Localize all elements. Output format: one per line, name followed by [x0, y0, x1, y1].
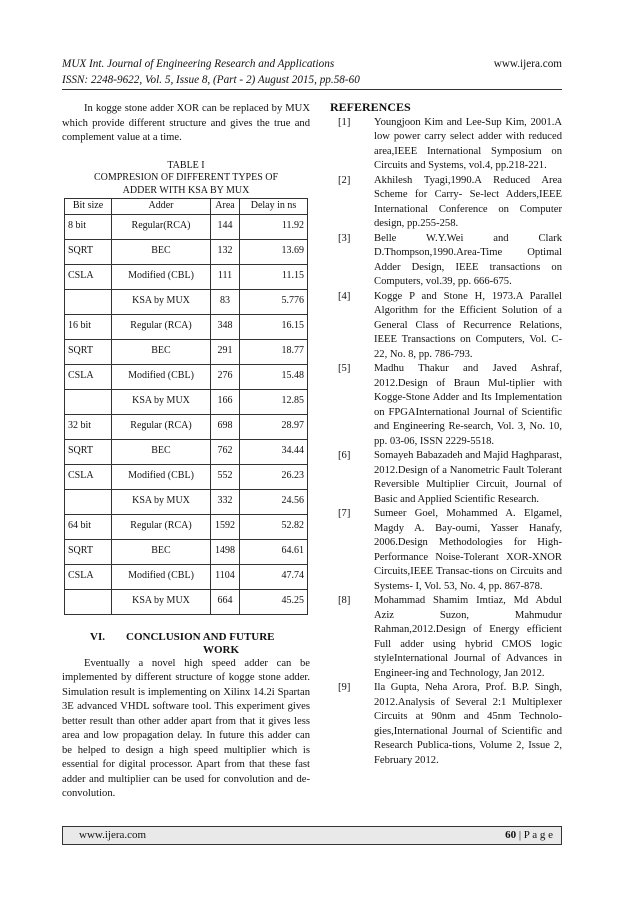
reference-number: [2]	[338, 174, 351, 186]
references-heading: REFERENCES	[330, 100, 411, 114]
cell-area: 664	[211, 589, 240, 614]
page-number-value: 60	[505, 829, 517, 841]
cell-area: 132	[211, 239, 240, 264]
page-number	[505, 827, 553, 844]
cell-bit-size	[65, 289, 112, 314]
table-row	[65, 314, 308, 339]
cell-delay: 34.44	[240, 439, 308, 464]
cell-delay: 28.97	[240, 414, 308, 439]
cell-area: 348	[211, 314, 240, 339]
table-row	[65, 414, 308, 439]
cell-bit-size: CSLA	[65, 564, 112, 589]
reference-text: Sumeer Goel, Mohammed A. Elgamel, Magdy A. Bay-oumi, Yasser Hanafy, 2006.Design Methodologies for High-Performance Noise-Tolerant XOR-XNOR Circuits,IEEE Transac-tions on Circuits and Systems- I, Vol. 53, No. 4, pp. 867-878.	[374, 508, 562, 592]
cell-area: 166	[211, 389, 240, 414]
cell-bit-size: 8 bit	[65, 214, 112, 239]
section-title-line1: CONCLUSION AND FUTURE	[126, 630, 275, 643]
header-site-link[interactable]: www.ijera.com	[493, 58, 562, 70]
cell-delay: 18.77	[240, 339, 308, 364]
reference-text: Kogge P and Stone H, 1973.A Parallel Algorithm for the Efficient Solution of a General Class of Recurrence Relations, IEEE Transactions on Computers, Vol. C-22, No. 8, pp. 786-793.	[374, 290, 562, 360]
table-row	[65, 239, 308, 264]
cell-bit-size: CSLA	[65, 364, 112, 389]
cell-adder: KSA by MUX	[112, 589, 211, 614]
table-row	[65, 514, 308, 539]
cell-adder: Regular (RCA)	[112, 514, 211, 539]
table-row	[65, 464, 308, 489]
cell-adder: BEC	[112, 339, 211, 364]
cell-bit-size: 32 bit	[65, 414, 112, 439]
reference-text: Akhilesh Tyagi,1990.A Reduced Area Scheme for Carry- Se-lect Adders,IEEE International Conference on Computer design, pp.255-258.	[374, 174, 562, 229]
cell-delay: 12.85	[240, 389, 308, 414]
cell-area: 332	[211, 489, 240, 514]
cell-area: 762	[211, 439, 240, 464]
cell-delay: 64.61	[240, 539, 308, 564]
table-row	[65, 439, 308, 464]
cell-delay: 13.69	[240, 239, 308, 264]
table-title-line1: COMPRESION OF DIFFERENT TYPES OF	[93, 172, 279, 183]
reference-number: [5]	[338, 363, 351, 374]
page-label: | P a g e	[516, 829, 553, 841]
table-row	[65, 264, 308, 289]
cell-area: 1498	[211, 539, 240, 564]
table-row	[65, 289, 308, 314]
cell-delay: 45.25	[240, 589, 308, 614]
reference-item	[330, 290, 562, 363]
header-bit-size: Bit size	[65, 199, 112, 215]
section-heading	[62, 631, 310, 657]
table-row	[65, 489, 308, 514]
right-column	[330, 100, 562, 768]
page-footer	[62, 826, 562, 845]
cell-adder: Modified (CBL)	[112, 264, 211, 289]
cell-adder: BEC	[112, 239, 211, 264]
cell-adder: Modified (CBL)	[112, 564, 211, 589]
cell-delay: 11.92	[240, 214, 308, 239]
reference-item	[330, 681, 562, 768]
reference-text: Belle W.Y.Wei and Clark D.Thompson,1990.Area-Time Optimal Adder Design, IEEE transactions on Computers, vol.39, pp. 666-675.	[374, 232, 562, 287]
cell-bit-size	[65, 489, 112, 514]
table-row	[65, 214, 308, 239]
table-row	[65, 339, 308, 364]
reference-text: Ila Gupta, Neha Arora, Prof. B.P. Singh, 2012.Analysis of Several 2:1 Multiplexer Circuits at 90nm and 45nm Technolo-gies,International Journal of Scientific and Research Publica-tions, Volume 2, Issue 2, February 2012.	[374, 682, 562, 766]
reference-number: [9]	[338, 682, 351, 693]
reference-item	[330, 116, 562, 174]
table-row	[65, 364, 308, 389]
reference-text: Youngjoon Kim and Lee-Sup Kim, 2001.A low power carry select adder with reduced area,IEEE International Symposium on Circuits and Systems, vol.4, pp.218-221.	[374, 116, 562, 171]
reference-number: [3]	[338, 232, 351, 244]
cell-bit-size	[65, 589, 112, 614]
cell-area: 111	[211, 264, 240, 289]
comparison-table	[64, 198, 308, 615]
reference-text: Madhu Thakur and Javed Ashraf, 2012.Design of Braun Mul-tiplier with Kogge-Stone Adder and Its Implementation on FPGAInternational Journal of Scientific and Engineering Re-search, Vol. 3, No. 10, pp. 03-06, ISSN 2229-5518.	[374, 363, 562, 447]
table-title-line2: ADDER WITH KSA BY MUX	[122, 184, 250, 196]
cell-adder: KSA by MUX	[112, 289, 211, 314]
cell-adder: Regular(RCA)	[112, 214, 211, 239]
reference-item	[330, 362, 562, 449]
cell-delay: 16.15	[240, 314, 308, 339]
reference-number: [7]	[338, 508, 351, 519]
cell-delay: 52.82	[240, 514, 308, 539]
section-title-line2: WORK	[202, 643, 240, 656]
cell-delay: 26.23	[240, 464, 308, 489]
cell-bit-size: CSLA	[65, 264, 112, 289]
reference-item	[330, 594, 562, 681]
cell-bit-size: SQRT	[65, 239, 112, 264]
issn-line: ISSN: 2248-9622, Vol. 5, Issue 8, (Part - 2) August 2015, pp.58-60	[62, 74, 360, 86]
cell-delay: 5.776	[240, 289, 308, 314]
reference-item	[330, 232, 562, 290]
header-area: Area	[211, 199, 240, 215]
cell-adder: Modified (CBL)	[112, 364, 211, 389]
reference-number: [1]	[338, 116, 351, 128]
cell-adder: BEC	[112, 539, 211, 564]
conclusion-paragraph: Eventually a novel high speed adder can be implemented by different structure of kogge stone adder. Simulation result is implementing on Xilinx 14.2i Spartan 3E advanced VHDL software tool. This experiment gives better result than other adder apart from that it gives less area and low propagation delay. In future this adder can be helped to design a high speed multiplier which is essential for digital processor. Apart from that these fast adder and multiplier can be used for convolution and de-convolution.	[62, 657, 310, 799]
page-header	[62, 56, 562, 88]
header-delay: Delay in ns	[240, 199, 308, 215]
cell-adder: KSA by MUX	[112, 389, 211, 414]
cell-area: 291	[211, 339, 240, 364]
reference-item	[330, 507, 562, 594]
reference-item	[330, 174, 562, 232]
cell-bit-size: 16 bit	[65, 314, 112, 339]
cell-delay: 11.15	[240, 264, 308, 289]
left-column	[62, 102, 310, 802]
cell-area: 144	[211, 214, 240, 239]
cell-area: 1104	[211, 564, 240, 589]
cell-adder: Regular (RCA)	[112, 314, 211, 339]
cell-bit-size: SQRT	[65, 339, 112, 364]
table-header-row	[65, 199, 308, 215]
intro-paragraph: In kogge stone adder XOR can be replaced by MUX which provide different structure and gives the true and complement value at a time.	[62, 103, 310, 143]
header-divider	[62, 89, 562, 90]
cell-bit-size: 64 bit	[65, 514, 112, 539]
cell-delay: 24.56	[240, 489, 308, 514]
cell-area: 552	[211, 464, 240, 489]
cell-delay: 47.74	[240, 564, 308, 589]
cell-delay: 15.48	[240, 364, 308, 389]
table-row	[65, 539, 308, 564]
table-caption	[62, 160, 310, 198]
reference-list	[330, 116, 562, 769]
footer-site-link[interactable]: www.ijera.com	[79, 829, 147, 841]
reference-number: [4]	[338, 290, 351, 302]
cell-bit-size: CSLA	[65, 464, 112, 489]
cell-bit-size: SQRT	[65, 439, 112, 464]
reference-number: [8]	[338, 595, 351, 606]
section-number: VI.	[90, 630, 105, 643]
cell-bit-size	[65, 389, 112, 414]
cell-adder: Regular (RCA)	[112, 414, 211, 439]
cell-area: 1592	[211, 514, 240, 539]
cell-bit-size: SQRT	[65, 539, 112, 564]
cell-area: 276	[211, 364, 240, 389]
reference-item	[330, 449, 562, 507]
cell-area: 698	[211, 414, 240, 439]
cell-adder: BEC	[112, 439, 211, 464]
cell-area: 83	[211, 289, 240, 314]
table-row	[65, 589, 308, 614]
cell-adder: Modified (CBL)	[112, 464, 211, 489]
table-number: TABLE I	[167, 159, 205, 171]
header-adder: Adder	[112, 199, 211, 215]
journal-title: MUX Int. Journal of Engineering Research and Applications	[62, 58, 335, 70]
reference-text: Mohammad Shamim Imtiaz, Md Abdul Aziz Suzon, Mahmudur Rahman,2012.Design of Energy efficient Full adder using hybrid CMOS logic styleInternational Journal of Advances in Engineer-ing and Technology, Jan 2012.	[374, 595, 562, 679]
cell-adder: KSA by MUX	[112, 489, 211, 514]
reference-text: Somayeh Babazadeh and Majid Haghparast, 2012.Design of a Nanometric Fault Tolerant Reversible Multiplier Circuit, Journal of Basic and Applied Scientific Research.	[374, 450, 562, 505]
table-row	[65, 564, 308, 589]
table-row	[65, 389, 308, 414]
reference-number: [6]	[338, 450, 351, 461]
